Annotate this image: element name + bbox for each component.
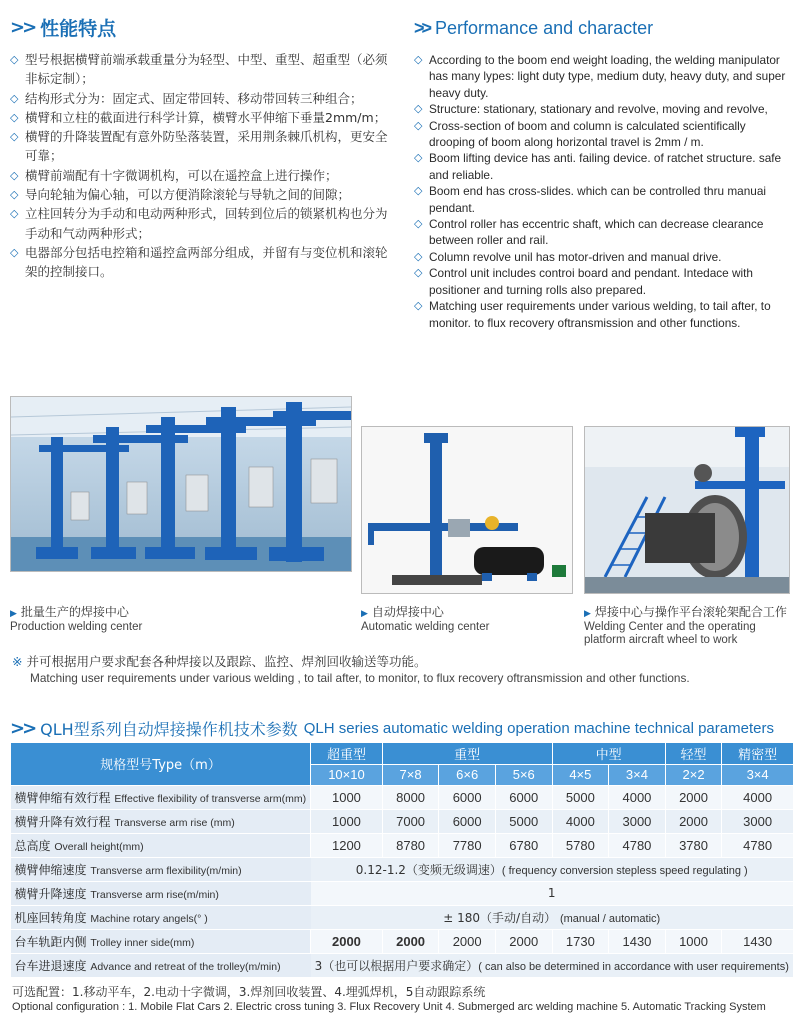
table-cell: 4780 [609, 833, 666, 857]
table-cell: 4780 [722, 833, 793, 857]
list-item: ◇ 结构形式分为：固定式、固定带回转、移动带回转三种组合； [10, 89, 395, 108]
table-row [11, 809, 793, 833]
row-label: 台车轨距内侧 Trolley inner side(mm) [11, 929, 311, 953]
table-cell: 7780 [439, 833, 496, 857]
table-cell: 1000 [311, 809, 383, 833]
table-cell: ± 180（手动/自动） (manual / automatic) [311, 905, 793, 929]
table-cell: 5780 [552, 833, 609, 857]
diamond-bullet-icon: ◇ [10, 245, 19, 259]
en-title-text: Performance and character [435, 18, 654, 38]
double-chevron-icon: >> [10, 17, 35, 38]
table-row [11, 833, 793, 857]
diamond-bullet-icon: ◇ [10, 188, 19, 202]
diamond-bullet-icon: ◇ [414, 103, 423, 116]
automatic-welding-center-photo [361, 426, 573, 594]
table-title: >> QLH型系列自动焊接操作机技术参数 QLH series automatic welding operation machine technical parameters [10, 718, 774, 739]
list-item: ◇ 横臂前端配有十字微调机构，可以在遥控盒上进行操作； [10, 166, 395, 185]
diamond-bullet-icon: ◇ [414, 218, 423, 231]
table-cell: 3000 [609, 809, 666, 833]
list-item: ◇ 横臂的升降装置配有意外防坠落装置，采用荆条棘爪机构，更安全可靠； [10, 129, 388, 164]
table-cell: 1000 [311, 785, 383, 809]
diamond-bullet-icon: ◇ [10, 91, 19, 105]
type-label: 规格型号Type（m） [11, 743, 311, 785]
table-cell: 3（也可以根据用户要求确定）( can also be determined in accordance with user requirements) [311, 953, 793, 977]
diamond-bullet-icon: ◇ [10, 130, 19, 144]
row-label: 横臂伸缩有效行程 Effective flexibility of transverse arm(mm) [11, 785, 311, 809]
type-cell: 3×4 [722, 764, 793, 785]
group-header: 精密型 [722, 743, 793, 764]
row-label: 台车进退速度 Advance and retreat of the trolley(m/min) [11, 953, 311, 977]
diamond-bullet-icon: ◇ [414, 250, 423, 263]
row-label: 横臂伸缩速度 Transverse arm flexibility(m/min) [11, 857, 311, 881]
list-item: ◇ 型号根据横臂前端承载重量分为轻型、中型、重型、超重型（必须非标定制）； [10, 52, 388, 87]
table-cell: 1430 [609, 929, 666, 953]
table-cell: 0.12-1.2（变频无级调速）( frequency conversion stepless speed regulating ) [311, 857, 793, 881]
diamond-bullet-icon: ◇ [414, 300, 423, 313]
table-cell: 2000 [665, 785, 722, 809]
diamond-bullet-icon: ◇ [10, 53, 19, 66]
diamond-bullet-icon: ◇ [414, 119, 423, 132]
table-cell: 6000 [495, 785, 552, 809]
table-cell: 4000 [552, 809, 609, 833]
cn-section-title [10, 14, 116, 41]
table-row [11, 905, 793, 929]
table-cell: 5000 [495, 809, 552, 833]
diamond-bullet-icon: ◇ [10, 168, 19, 182]
caption-automatic-welding: ▶ 自动焊接中心 Automatic welding center [361, 605, 490, 633]
list-item: ◇ Boom lifting device has anti. failing device. of ratchet structure. safe and reliable. [414, 151, 782, 182]
list-item: ◇ Matching user requirements under various welding, to tail after, to monitor. to flux recovery oftransmission and other functions. [414, 299, 771, 330]
type-cell: 4×5 [552, 764, 609, 785]
diamond-bullet-icon: ◇ [414, 185, 423, 198]
functions-note: ※ 并可根据用户要求配套各种焊接以及跟踪、监控、焊剂回收输送等功能。 Matching user requirements under various welding , to tail after, to monitor, to flux recovery oftransmission and other functions. [12, 654, 690, 685]
double-chevron-icon: >> [414, 18, 430, 38]
diamond-bullet-icon: ◇ [414, 152, 423, 165]
spec-table [10, 743, 793, 978]
list-item: ◇ 导向轮轴为偏心轴，可以方便消除滚轮与导轨之间的间隙； [10, 185, 395, 204]
table-cell: 2000 [382, 929, 439, 953]
list-item: ◇ 立柱回转分为手动和电动两种形式，回转到位后的锁紧机构也分为手动和气动两种形式； [10, 206, 388, 241]
row-label: 机座回转角度 Machine rotary angels(° ) [11, 905, 311, 929]
table-cell: 8780 [382, 833, 439, 857]
table-cell: 6780 [495, 833, 552, 857]
group-header: 轻型 [665, 743, 722, 764]
list-item: ◇ Boom end has cross-slides. which can be controlled thru manuai pendant. [414, 184, 767, 215]
table-cell: 6000 [439, 809, 496, 833]
group-header: 超重型 [311, 743, 383, 764]
row-label: 总高度 Overall height(mm) [11, 833, 311, 857]
table-row [11, 881, 793, 905]
arrow-bullet-icon: ▶ [584, 609, 591, 619]
row-label: 横臂升降有效行程 Transverse arm rise (mm) [11, 809, 311, 833]
type-cell: 10×10 [311, 764, 383, 785]
table-cell: 4000 [722, 785, 793, 809]
table-cell: 3000 [722, 809, 793, 833]
cn-feature-list [10, 50, 395, 282]
table-cell: 7000 [382, 809, 439, 833]
caption-production-welding: ▶ 批量生产的焊接中心 Production welding center [10, 605, 143, 633]
type-cell: 7×8 [382, 764, 439, 785]
list-item: ◇ According to the boom end weight loading, the welding manipulator has many lypes: light duty type, medium duty, heavy duty, and super heavy duty. [414, 53, 786, 100]
group-header: 中型 [552, 743, 665, 764]
table-cell: 5000 [552, 785, 609, 809]
cn-title-text: 性能特点 [40, 18, 117, 40]
table-cell: 1730 [552, 929, 609, 953]
list-item: ◇ Structure: stationary, stationary and revolve, moving and revolve, [414, 102, 768, 117]
table-cell: 1000 [665, 929, 722, 953]
diamond-bullet-icon: ◇ [414, 54, 423, 66]
type-cell: 5×6 [495, 764, 552, 785]
diamond-bullet-icon: ◇ [10, 207, 19, 221]
table-header-row [11, 743, 793, 764]
en-feature-list [414, 52, 792, 331]
caption-welding-platform: ▶ 焊接中心与操作平台滚轮架配合工作 Welding Center and the operating platform aircraft wheel to work [584, 605, 787, 646]
list-item: ◇ Control unit includes controi board and pendant. Intedace with positioner and turning rolls also prepared. [414, 266, 753, 297]
row-label: 横臂升降速度 Transverse arm rise(m/min) [11, 881, 311, 905]
table-cell: 3780 [665, 833, 722, 857]
type-cell: 2×2 [665, 764, 722, 785]
list-item: ◇ Cross-section of boom and column is calculated scientifically drooping of boom along horizontal travel is 2mm / m. [414, 118, 746, 150]
diamond-bullet-icon: ◇ [414, 267, 423, 280]
type-cell: 6×6 [439, 764, 496, 785]
table-cell: 1200 [311, 833, 383, 857]
table-cell: 2000 [311, 929, 383, 953]
table-row [11, 929, 793, 953]
double-chevron-icon: >> [10, 718, 35, 739]
group-header: 重型 [382, 743, 552, 764]
arrow-bullet-icon: ▶ [361, 609, 368, 619]
table-cell: 1430 [722, 929, 793, 953]
production-welding-center-photo [10, 396, 352, 572]
en-section-title [414, 18, 653, 39]
table-cell: 6000 [439, 785, 496, 809]
table-row [11, 785, 793, 809]
list-item: ◇ 横臂和立柱的截面进行科学计算，横臂水平伸缩下垂量2mm/m； [10, 108, 395, 127]
list-item: ◇ Column revolve unil has motor-driven and manual drive. [414, 249, 722, 264]
list-item: ◇ 电器部分包括电控箱和遥控盒两部分组成，并留有与变位机和滚轮架的控制接口。 [10, 244, 388, 280]
welding-center-platform-photo [584, 426, 790, 594]
type-cell: 3×4 [609, 764, 666, 785]
table-cell: 4000 [609, 785, 666, 809]
table-cell: 2000 [665, 809, 722, 833]
table-cell: 2000 [439, 929, 496, 953]
diamond-bullet-icon: ◇ [10, 110, 19, 124]
table-row [11, 857, 793, 881]
reference-mark-icon: ※ [12, 654, 23, 669]
table-cell: 1 [311, 881, 793, 905]
table-cell: 8000 [382, 785, 439, 809]
optional-configuration: 可选配置：1.移动平车，2.电动十字微调，3.焊剂回收装置、4.埋弧焊机，5自动跟踪系统 Optional configuration : 1. Mobile Flat Cars 2. Electric cross tuning 3. Flux Recovery Unit 4. Submerged arc welding machine 5. Automatic Tracking System [12, 985, 766, 1013]
arrow-bullet-icon: ▶ [10, 609, 17, 619]
table-row [11, 953, 793, 977]
list-item: ◇ Control roller has eccentric shaft, which can decrease clearance between roller and rail. [414, 217, 764, 248]
table-cell: 2000 [495, 929, 552, 953]
